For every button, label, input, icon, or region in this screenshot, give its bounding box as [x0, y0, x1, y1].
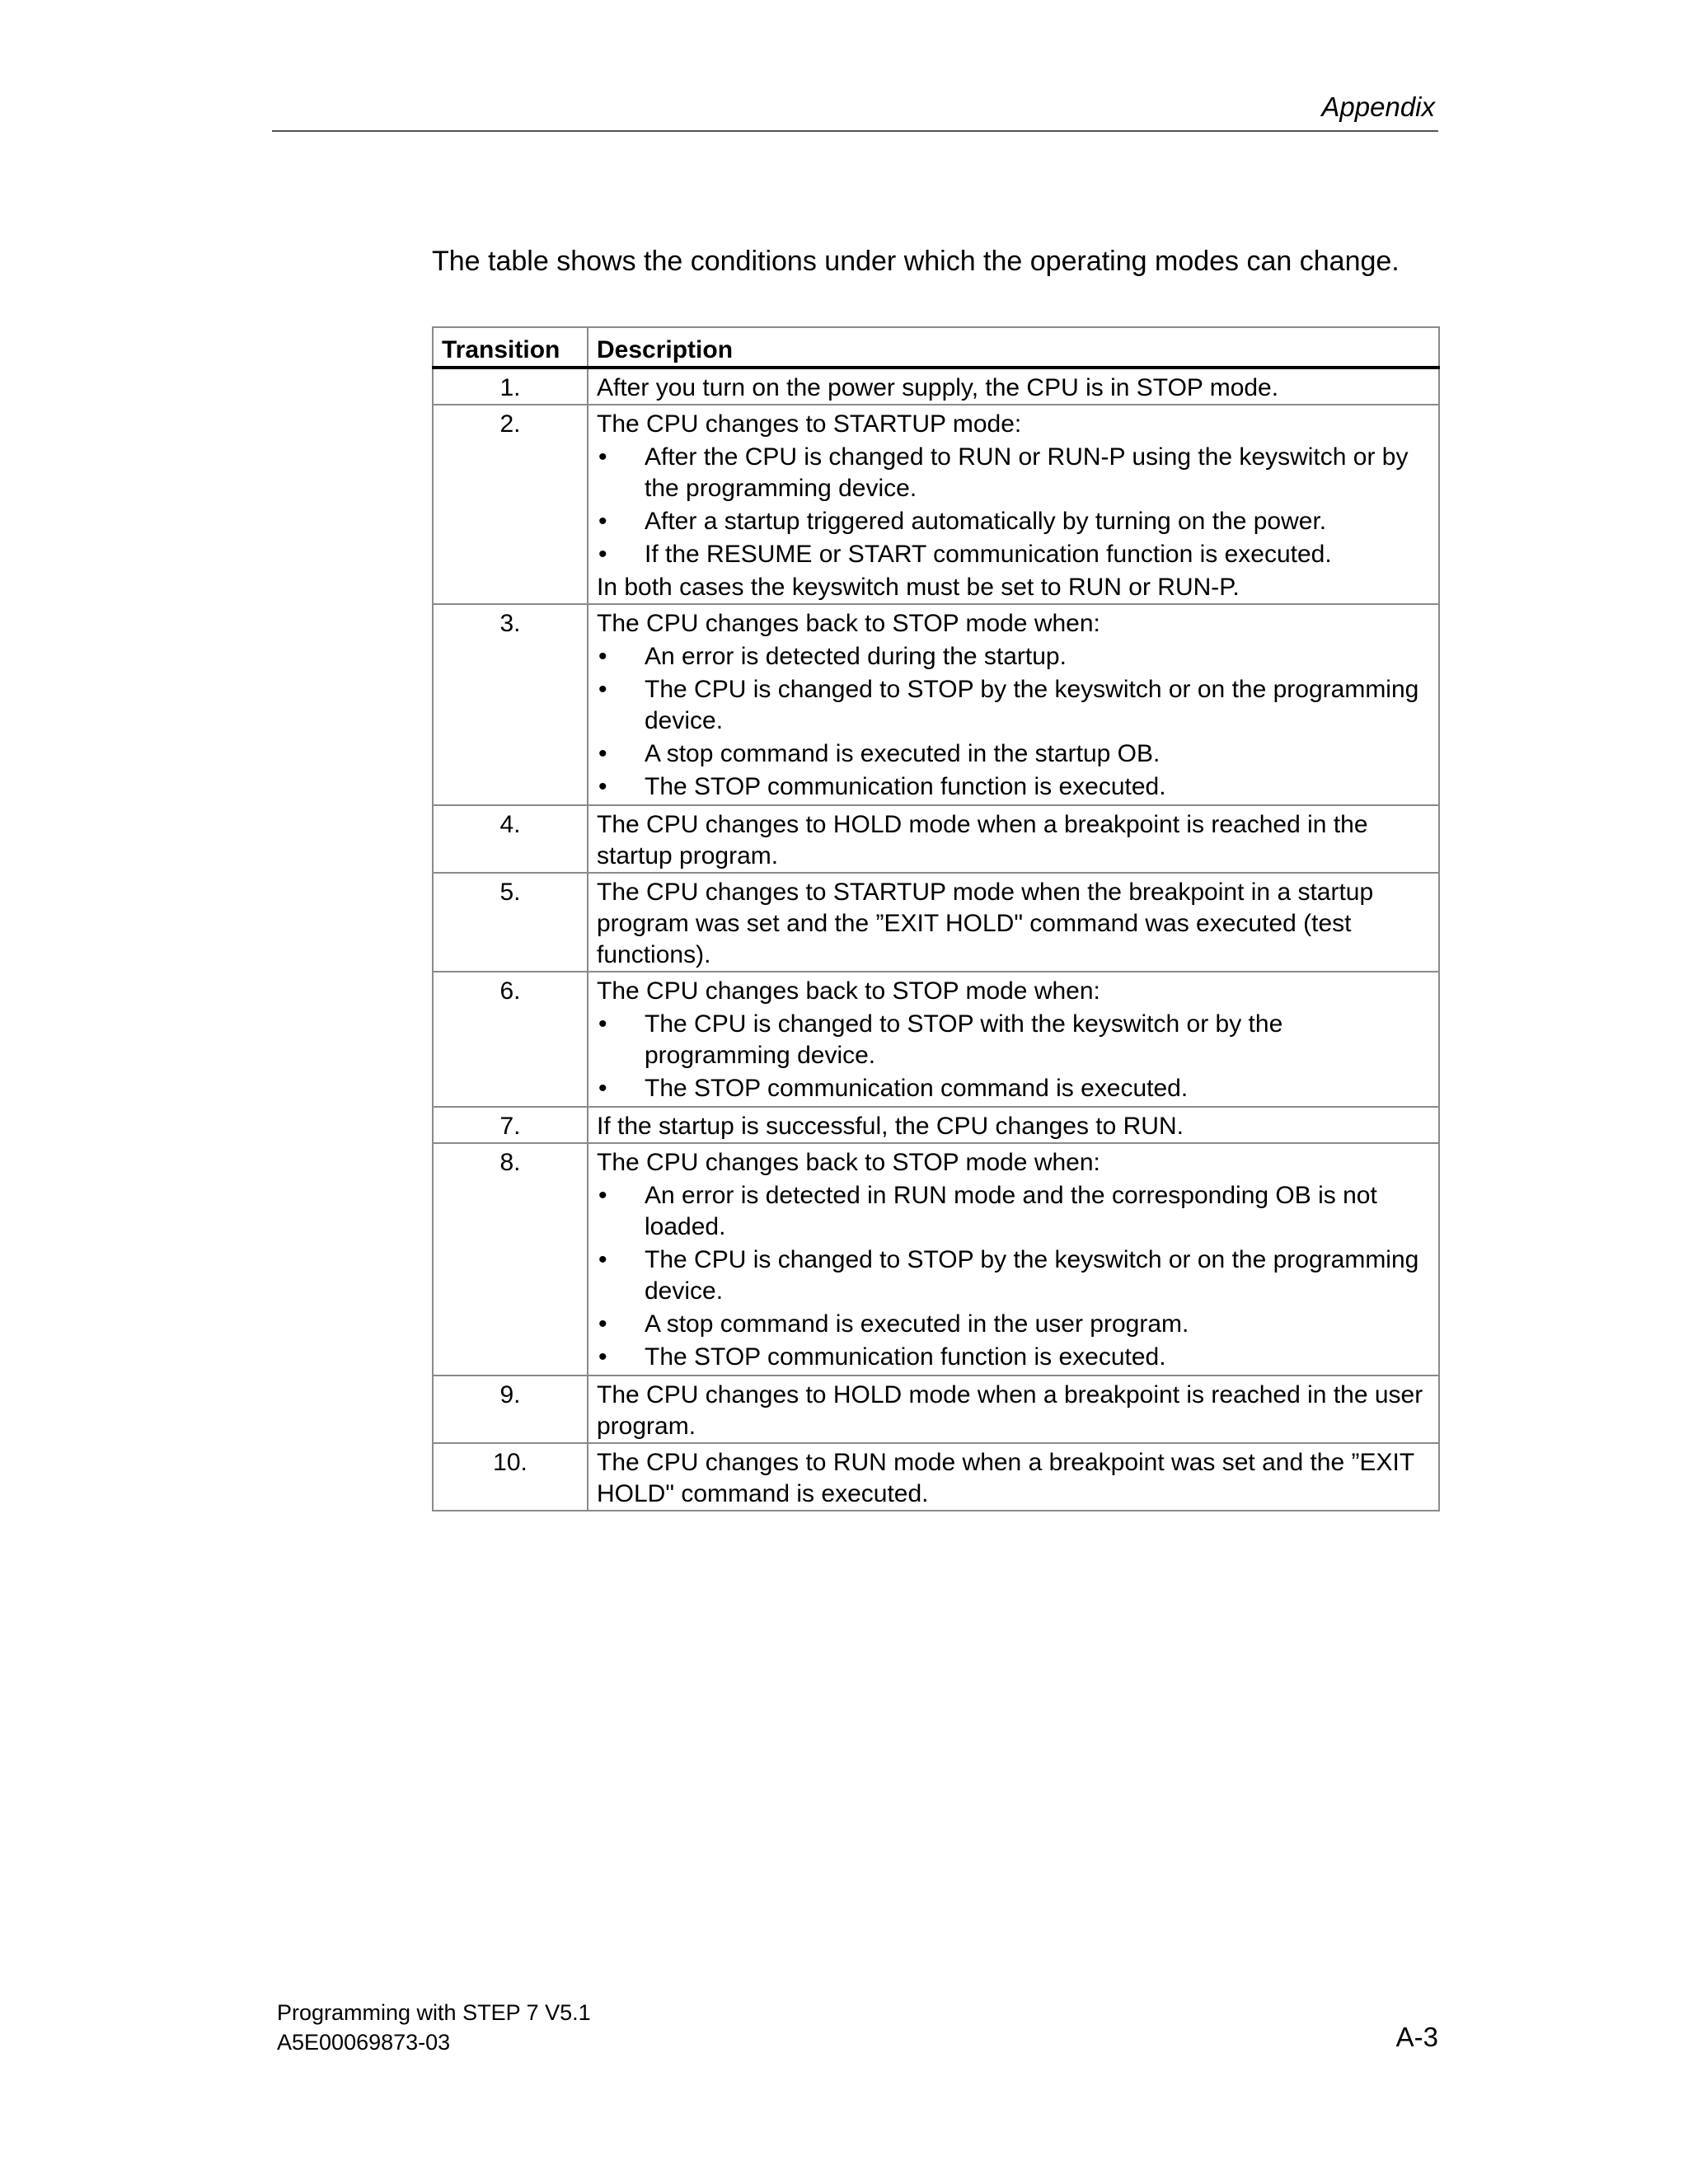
bullet-icon: •	[598, 1010, 607, 1038]
table-row	[433, 805, 1439, 873]
table-row	[433, 1107, 1439, 1143]
transition-description	[588, 873, 1439, 972]
bullet-item	[597, 674, 1430, 737]
description-text: The CPU changes to STARTUP mode:	[597, 410, 1022, 438]
table-row	[433, 873, 1439, 972]
bullet-icon: •	[598, 1310, 607, 1338]
bullet-icon: •	[598, 443, 607, 471]
bullet-text: After a startup triggered automatically by turning on the power.	[645, 508, 1327, 535]
description-bullet-list	[597, 442, 1430, 570]
table-row	[433, 405, 1439, 604]
description-text: The CPU changes back to STOP mode when:	[597, 977, 1100, 1005]
transition-number: 4.	[433, 805, 588, 873]
table-row	[433, 1143, 1439, 1376]
intro-paragraph: The table shows the conditions under which the operating modes can change.	[432, 246, 1400, 277]
transition-description	[588, 1143, 1439, 1376]
bullet-icon: •	[598, 1343, 607, 1371]
bullet-text: After the CPU is changed to RUN or RUN-P using the keyswitch or by the programming device.	[645, 443, 1409, 502]
description-text: The CPU changes back to STOP mode when:	[597, 1149, 1100, 1176]
description-text: If the startup is successful, the CPU changes to RUN.	[597, 1113, 1184, 1140]
transition-number: 2.	[433, 405, 588, 604]
column-header-transition: Transition	[433, 327, 588, 368]
description-bullet-list	[597, 1180, 1430, 1373]
bullet-icon: •	[598, 1182, 607, 1209]
transition-number: 9.	[433, 1376, 588, 1443]
footer-left	[277, 1998, 591, 2057]
table-row	[433, 1376, 1439, 1443]
transition-number: 5.	[433, 873, 588, 972]
transition-description	[588, 368, 1439, 405]
transition-description	[588, 405, 1439, 604]
transition-description	[588, 805, 1439, 873]
header-title: Appendix	[1321, 91, 1435, 122]
transition-number: 8.	[433, 1143, 588, 1376]
description-text: After you turn on the power supply, the CPU is in STOP mode.	[597, 374, 1279, 401]
description-bullet-list	[597, 1009, 1430, 1104]
bullet-icon: •	[598, 508, 607, 535]
bullet-text: The CPU is changed to STOP by the keyswitch or on the programming device.	[645, 1246, 1419, 1305]
bullet-text: The STOP communication function is executed.	[645, 773, 1166, 800]
page-number: A-3	[1395, 2022, 1438, 2052]
description-text: The CPU changes back to STOP mode when:	[597, 610, 1100, 637]
table-body	[433, 368, 1439, 1511]
bullet-item	[597, 539, 1430, 570]
bullet-text: A stop command is executed in the startup OB.	[645, 740, 1160, 767]
description-note: In both cases the keyswitch must be set to RUN or RUN-P.	[597, 574, 1240, 601]
bullet-text: An error is detected during the startup.	[645, 643, 1067, 670]
transition-number: 10.	[433, 1443, 588, 1511]
bullet-icon: •	[598, 773, 607, 800]
transition-description	[588, 1376, 1439, 1443]
bullet-text: A stop command is executed in the user program.	[645, 1310, 1189, 1338]
transition-description	[588, 604, 1439, 805]
bullet-icon: •	[598, 1246, 607, 1273]
bullet-text: The CPU is changed to STOP by the keyswitch or on the programming device.	[645, 676, 1419, 734]
bullet-text: The STOP communication command is executed.	[645, 1075, 1189, 1102]
bullet-item	[597, 1180, 1430, 1243]
bullet-item	[597, 506, 1430, 537]
bullet-text: If the RESUME or START communication function is executed.	[645, 541, 1332, 568]
bullet-icon: •	[598, 643, 607, 670]
table-row	[433, 972, 1439, 1107]
bullet-text: The CPU is changed to STOP with the keyswitch or by the programming device.	[645, 1010, 1283, 1069]
column-header-description: Description	[588, 327, 1439, 368]
description-text: The CPU changes to HOLD mode when a breakpoint is reached in the startup program.	[597, 811, 1368, 869]
description-text: The CPU changes to RUN mode when a breakpoint was set and the ”EXIT HOLD" command is executed.	[597, 1449, 1414, 1507]
transition-number: 3.	[433, 604, 588, 805]
description-bullet-list	[597, 641, 1430, 803]
bullet-item	[597, 1009, 1430, 1071]
bullet-icon: •	[598, 740, 607, 767]
transition-number: 1.	[433, 368, 588, 405]
bullet-item	[597, 738, 1430, 770]
transition-table	[432, 326, 1440, 1511]
bullet-icon: •	[598, 541, 607, 568]
bullet-item	[597, 442, 1430, 504]
bullet-item	[597, 1073, 1430, 1104]
bullet-text: The STOP communication function is executed.	[645, 1343, 1166, 1371]
footer-product-title: Programming with STEP 7 V5.1	[277, 2000, 591, 2025]
transition-description	[588, 1443, 1439, 1511]
bullet-item	[597, 771, 1430, 803]
bullet-text: An error is detected in RUN mode and the corresponding OB is not loaded.	[645, 1182, 1377, 1240]
bullet-icon: •	[598, 676, 607, 703]
bullet-item	[597, 641, 1430, 673]
bullet-item	[597, 1342, 1430, 1373]
transition-description	[588, 972, 1439, 1107]
footer-document-number: A5E00069873-03	[277, 2030, 451, 2055]
table-row	[433, 1443, 1439, 1511]
transition-number: 7.	[433, 1107, 588, 1143]
bullet-item	[597, 1244, 1430, 1307]
transition-number: 6.	[433, 972, 588, 1107]
description-text: The CPU changes to HOLD mode when a breakpoint is reached in the user program.	[597, 1381, 1423, 1440]
table-row	[433, 368, 1439, 405]
description-text: The CPU changes to STARTUP mode when the breakpoint in a startup program was set and the ”EXIT HOLD" command was executed (test functions).	[597, 879, 1374, 968]
bullet-icon: •	[598, 1075, 607, 1102]
page-header	[272, 91, 1438, 132]
transition-description	[588, 1107, 1439, 1143]
table-row	[433, 604, 1439, 805]
transition-table-container	[432, 326, 1438, 1511]
table-header-row	[433, 327, 1439, 368]
bullet-item	[597, 1309, 1430, 1340]
